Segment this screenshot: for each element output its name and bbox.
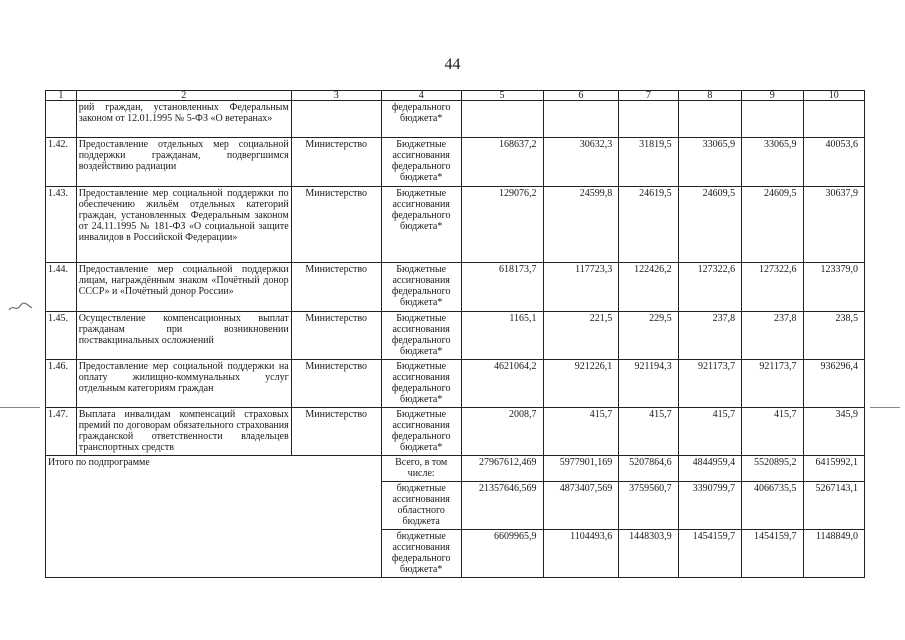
table-row (46, 263, 865, 312)
funding-source: Всего, в том числе: (381, 456, 461, 482)
table-row (46, 138, 865, 187)
page-number: 44 (444, 56, 461, 73)
table-row (46, 360, 865, 408)
value-year: 4066735,5 (742, 482, 803, 530)
column-header: 9 (742, 91, 803, 101)
value-total (461, 101, 543, 138)
value-year: 415,7 (742, 408, 803, 456)
value-total: 168637,2 (461, 138, 543, 187)
pen-mark (8, 300, 34, 314)
value-total: 21357646,569 (461, 482, 543, 530)
value-year: 127322,6 (678, 263, 741, 312)
value-year: 1104493,6 (543, 530, 619, 578)
table-row (46, 408, 865, 456)
value-year (543, 101, 619, 138)
value-total: 129076,2 (461, 187, 543, 263)
value-year: 5267143,1 (803, 482, 864, 530)
value-year: 31819,5 (619, 138, 678, 187)
funding-source: бюджетные ассигнования областного бюджета (381, 482, 461, 530)
column-header: 4 (381, 91, 461, 101)
column-header: 10 (803, 91, 864, 101)
value-year: 117723,3 (543, 263, 619, 312)
executor: Министерство (291, 187, 381, 263)
funding-source: Бюджетные ассигнования федерального бюджета* (381, 312, 461, 360)
value-year: 30632,3 (543, 138, 619, 187)
funding-source: Бюджетные ассигнования федерального бюджета* (381, 408, 461, 456)
column-header: 7 (619, 91, 678, 101)
value-year (742, 101, 803, 138)
table-row (46, 101, 865, 138)
value-year: 6415992,1 (803, 456, 864, 482)
executor: Министерство (291, 138, 381, 187)
row-number (46, 101, 77, 138)
executor: Министерство (291, 360, 381, 408)
value-year: 1454159,7 (742, 530, 803, 578)
row-number: 1.46. (46, 360, 77, 408)
value-year: 4844959,4 (678, 456, 741, 482)
measure-name: Выплата инвалидам компенсаций страховых премий по договорам обязательного страхования гражданской ответственности владельцев транспортных средств (76, 408, 291, 456)
value-year: 415,7 (619, 408, 678, 456)
table-row (46, 187, 865, 263)
value-year: 1148849,0 (803, 530, 864, 578)
row-number: 1.47. (46, 408, 77, 456)
value-year: 40053,6 (803, 138, 864, 187)
value-year: 33065,9 (742, 138, 803, 187)
measure-name: Предоставление отдельных мер социальной поддержки гражданам, подвергшимся воздействию радиации (76, 138, 291, 187)
scan-artifact-line (870, 407, 900, 408)
value-year: 936296,4 (803, 360, 864, 408)
value-total: 2008,7 (461, 408, 543, 456)
value-year: 3390799,7 (678, 482, 741, 530)
value-year: 122426,2 (619, 263, 678, 312)
value-year: 127322,6 (742, 263, 803, 312)
value-year: 921194,3 (619, 360, 678, 408)
column-header: 6 (543, 91, 619, 101)
value-year: 1448303,9 (619, 530, 678, 578)
column-header: 3 (291, 91, 381, 101)
executor: Министерство (291, 263, 381, 312)
column-header: 2 (76, 91, 291, 101)
funding-source: бюджетные ассигнования федерального бюджета* (381, 530, 461, 578)
row-number: 1.44. (46, 263, 77, 312)
value-year: 221,5 (543, 312, 619, 360)
funding-source: Бюджетные ассигнования федерального бюджета* (381, 360, 461, 408)
column-header: 1 (46, 91, 77, 101)
value-year (678, 101, 741, 138)
value-total: 27967612,469 (461, 456, 543, 482)
scan-artifact-line (0, 407, 40, 408)
column-header: 8 (678, 91, 741, 101)
value-year: 24619,5 (619, 187, 678, 263)
measure-name: Предоставление мер социальной поддержки на оплату жилищно-коммунальных услуг отдельным категориям граждан (76, 360, 291, 408)
value-year: 345,9 (803, 408, 864, 456)
funding-source: Бюджетные ассигнования федерального бюджета* (381, 263, 461, 312)
executor (291, 101, 381, 138)
executor: Министерство (291, 312, 381, 360)
value-total: 6609965,9 (461, 530, 543, 578)
funding-source: Бюджетные ассигнования федерального бюджета* (381, 138, 461, 187)
value-year: 237,8 (742, 312, 803, 360)
value-year: 415,7 (543, 408, 619, 456)
row-number: 1.42. (46, 138, 77, 187)
value-year: 24609,5 (742, 187, 803, 263)
measure-name: рий граждан, установленных Федеральным законом от 12.01.1995 № 5-ФЗ «О ветеранах» (76, 101, 291, 138)
column-number-row (46, 91, 865, 101)
value-year: 415,7 (678, 408, 741, 456)
program-table (45, 90, 865, 578)
table-row (46, 312, 865, 360)
value-year: 921173,7 (678, 360, 741, 408)
value-year: 921173,7 (742, 360, 803, 408)
total-label: Итого по подпрограмме (46, 456, 382, 578)
value-year: 238,5 (803, 312, 864, 360)
value-year (619, 101, 678, 138)
row-number: 1.45. (46, 312, 77, 360)
value-year (803, 101, 864, 138)
value-year: 5207864,6 (619, 456, 678, 482)
value-year: 229,5 (619, 312, 678, 360)
value-year: 5977901,169 (543, 456, 619, 482)
value-total: 1165,1 (461, 312, 543, 360)
value-year: 3759560,7 (619, 482, 678, 530)
total-row (46, 456, 865, 482)
value-year: 1454159,7 (678, 530, 741, 578)
value-year: 5520895,2 (742, 456, 803, 482)
measure-name: Предоставление мер социальной поддержки по обеспечению жильём отдельных категорий граждан, установленных Федеральным законом от 24.11.1995 № 181-ФЗ «О социальной защите инвалидов в Российской Федерации» (76, 187, 291, 263)
row-number: 1.43. (46, 187, 77, 263)
value-year: 24599,8 (543, 187, 619, 263)
measure-name: Предоставление мер социальной поддержки лицам, награждённым знаком «Почётный донор СССР» и «Почётный донор России» (76, 263, 291, 312)
funding-source: Бюджетные ассигнования федерального бюджета* (381, 187, 461, 263)
column-header: 5 (461, 91, 543, 101)
value-total: 618173,7 (461, 263, 543, 312)
value-year: 33065,9 (678, 138, 741, 187)
value-year: 237,8 (678, 312, 741, 360)
value-year: 24609,5 (678, 187, 741, 263)
value-year: 30637,9 (803, 187, 864, 263)
value-year: 921226,1 (543, 360, 619, 408)
value-year: 4873407,569 (543, 482, 619, 530)
funding-source: федерального бюджета* (381, 101, 461, 138)
executor: Министерство (291, 408, 381, 456)
measure-name: Осуществление компенсационных выплат гражданам при возникновении поствакцинальных осложнений (76, 312, 291, 360)
value-total: 4621064,2 (461, 360, 543, 408)
value-year: 123379,0 (803, 263, 864, 312)
